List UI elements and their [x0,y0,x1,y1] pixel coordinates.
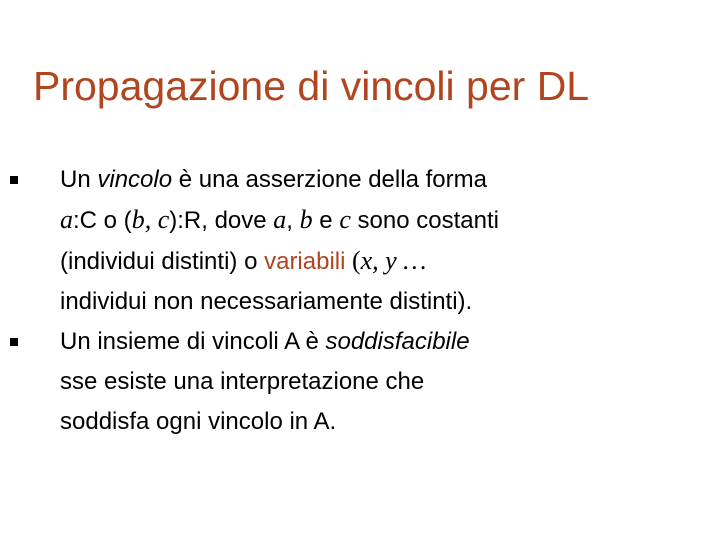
bullet-list [60,160,700,442]
math-symbol: c [339,205,351,234]
math-symbol: b [299,205,313,234]
text-line [60,362,700,402]
text-run: è una asserzione della forma [172,166,487,193]
italic-term: soddisfacibile [325,328,470,355]
text-line [60,282,700,322]
bullet-item-soddisfacibile [60,322,700,442]
text-run: individui non necessariamente distinti). [60,288,473,315]
text-line [60,160,700,200]
text-run: Un insieme di vincoli A è [60,328,326,355]
text-run: Un [60,166,98,193]
text-line [60,402,700,442]
text-line [60,200,700,241]
text-run: (individui distinti) o [60,248,265,275]
bullet-item-vincolo [60,160,700,322]
text-run: e [312,207,340,234]
math-symbol: a [60,205,73,234]
text-run: soddisfa ogni vincolo in A. [60,408,337,435]
math-symbol: x, y … [360,246,427,275]
math-symbol: a [273,205,287,234]
highlighted-term: variabili [264,248,346,275]
text-run: ):R, dove [169,207,274,234]
slide-title: Propagazione di vincoli per DL [33,63,590,109]
text-run: , [286,207,300,234]
text-run: :C o ( [73,207,132,234]
text-run: sse esiste una interpretazione che [60,368,425,395]
text-run: ( [345,246,361,275]
text-line [60,322,700,362]
text-line [60,241,700,282]
italic-term: vincolo [97,166,173,193]
square-bullet-icon [10,176,18,184]
text-run: sono costanti [350,207,499,234]
math-symbol: b, c [131,205,170,234]
square-bullet-icon [10,338,18,346]
